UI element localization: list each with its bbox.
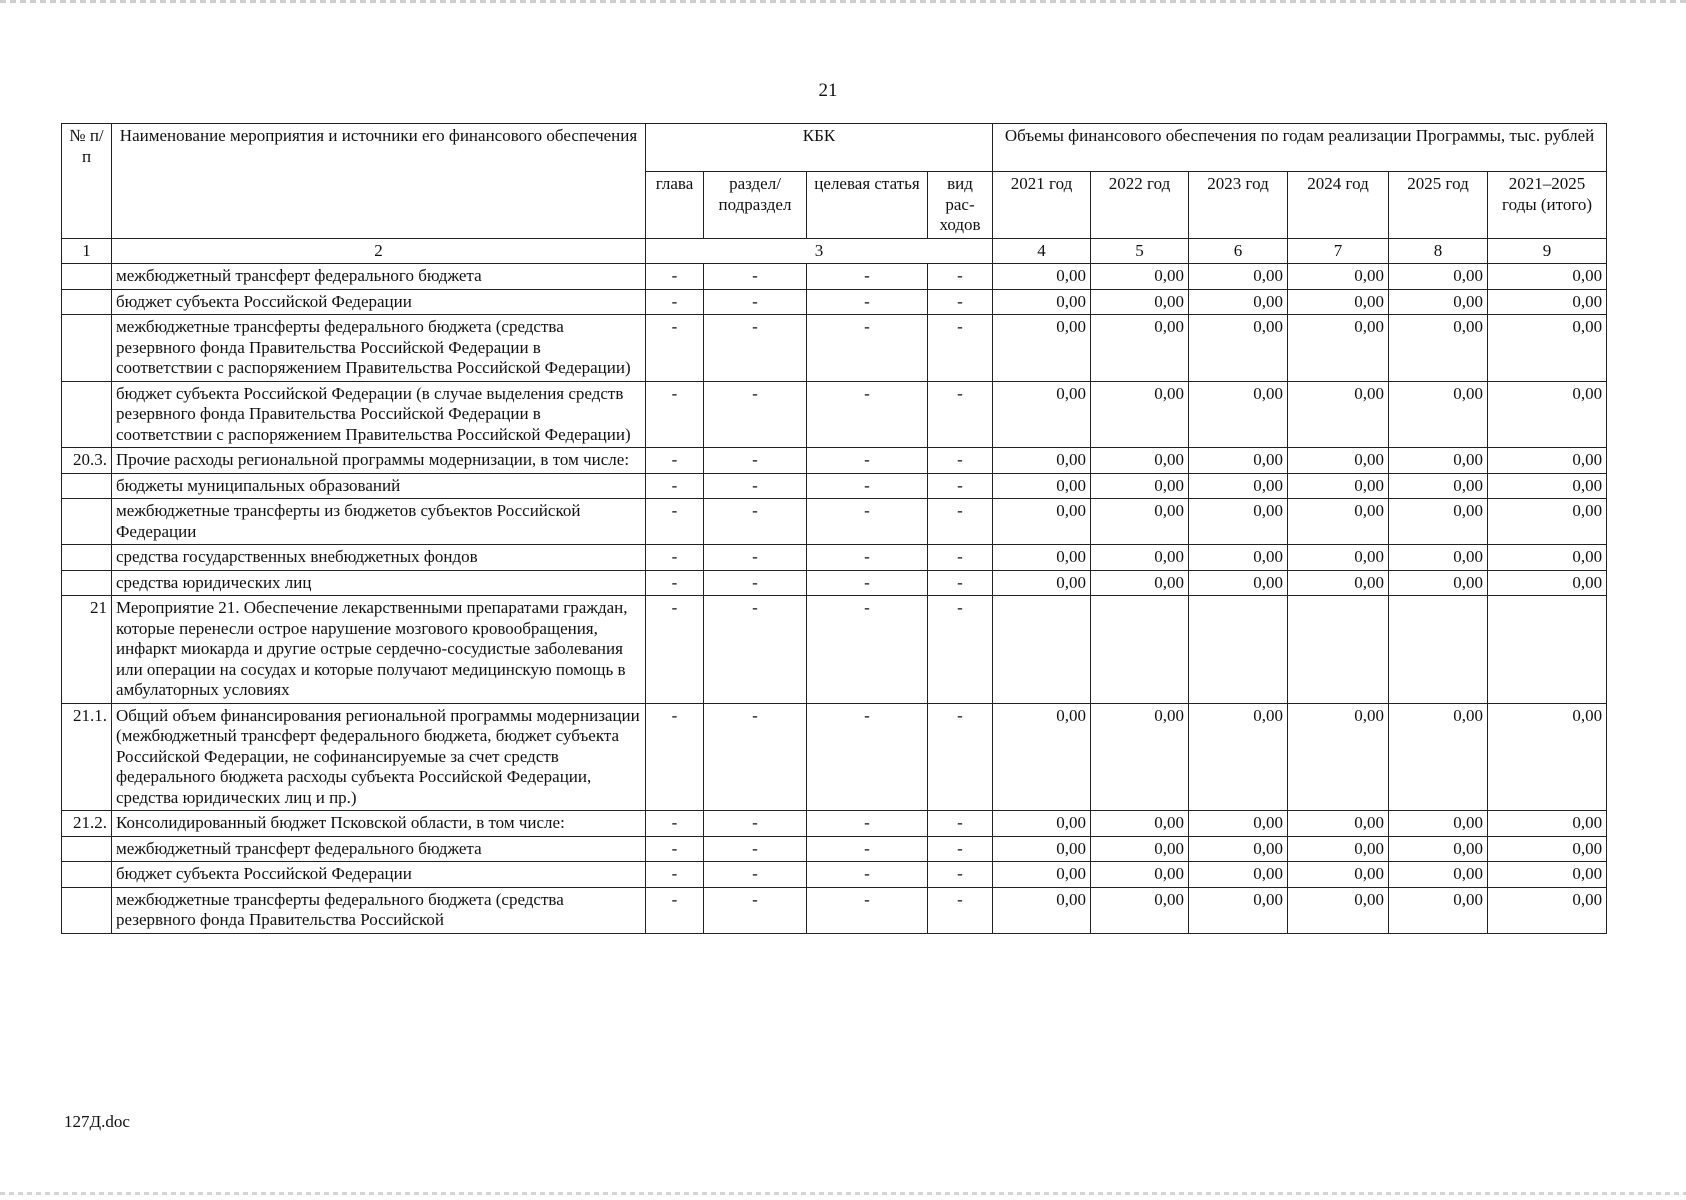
row-number: [62, 315, 112, 382]
row-value-total: 0,00: [1488, 381, 1607, 448]
row-value-2024: 0,00: [1288, 887, 1389, 933]
row-value-2021: 0,00: [993, 887, 1091, 933]
row-kbk-expense-type: -: [928, 811, 993, 837]
row-value-2025: 0,00: [1389, 887, 1488, 933]
table-row: [62, 545, 1607, 571]
row-value-2025: 0,00: [1389, 703, 1488, 811]
row-name: средства юридических лиц: [112, 570, 646, 596]
row-kbk-target: -: [807, 887, 928, 933]
row-value-2021: 0,00: [993, 264, 1091, 290]
table-row: [62, 315, 1607, 382]
row-kbk-chapter: -: [646, 862, 704, 888]
row-value-2025: [1389, 596, 1488, 704]
row-value-2023: 0,00: [1189, 811, 1288, 837]
header-year-2022: 2022 год: [1091, 172, 1189, 239]
row-value-2024: 0,00: [1288, 836, 1389, 862]
row-value-2023: 0,00: [1189, 264, 1288, 290]
row-value-total: 0,00: [1488, 315, 1607, 382]
row-value-2024: 0,00: [1288, 811, 1389, 837]
row-kbk-expense-type: -: [928, 289, 993, 315]
row-value-total: 0,00: [1488, 811, 1607, 837]
row-number: [62, 836, 112, 862]
row-name: Мероприятие 21. Обеспечение лекарственными препаратами граждан, которые перенесли острое нарушение мозгового кровообращения, инфаркт миокарда и другие острые сердечно-сосудистые заболевания или операции на сосудах и которые получают медицинскую помощь в амбулаторных условиях: [112, 596, 646, 704]
row-kbk-expense-type: -: [928, 499, 993, 545]
scan-edge-bottom: [0, 1192, 1686, 1195]
row-value-2022: 0,00: [1091, 836, 1189, 862]
table-row: [62, 381, 1607, 448]
row-kbk-expense-type: -: [928, 887, 993, 933]
row-value-2022: 0,00: [1091, 703, 1189, 811]
row-kbk-expense-type: -: [928, 264, 993, 290]
row-kbk-target: -: [807, 836, 928, 862]
header-row-1: [62, 124, 1607, 172]
row-value-2023: [1189, 596, 1288, 704]
row-number: 21: [62, 596, 112, 704]
row-value-2022: 0,00: [1091, 862, 1189, 888]
row-number: 21.1.: [62, 703, 112, 811]
row-value-total: 0,00: [1488, 264, 1607, 290]
table-row: [62, 499, 1607, 545]
row-kbk-section: -: [704, 289, 807, 315]
row-value-2022: 0,00: [1091, 289, 1189, 315]
row-name: межбюджетные трансферты из бюджетов субъектов Российской Федерации: [112, 499, 646, 545]
row-value-2021: 0,00: [993, 448, 1091, 474]
row-kbk-chapter: -: [646, 289, 704, 315]
table-row: [62, 836, 1607, 862]
row-kbk-target: -: [807, 473, 928, 499]
row-value-2024: 0,00: [1288, 499, 1389, 545]
row-kbk-target: -: [807, 448, 928, 474]
row-kbk-section: -: [704, 264, 807, 290]
row-kbk-target: -: [807, 703, 928, 811]
row-value-total: 0,00: [1488, 836, 1607, 862]
row-value-2023: 0,00: [1189, 473, 1288, 499]
row-value-2023: 0,00: [1189, 703, 1288, 811]
row-value-2024: 0,00: [1288, 570, 1389, 596]
row-kbk-section: -: [704, 315, 807, 382]
row-value-2025: 0,00: [1389, 289, 1488, 315]
row-number: [62, 862, 112, 888]
row-kbk-expense-type: -: [928, 836, 993, 862]
row-value-2023: 0,00: [1189, 499, 1288, 545]
row-value-2023: 0,00: [1189, 289, 1288, 315]
header-year-2024: 2024 год: [1288, 172, 1389, 239]
row-number: [62, 381, 112, 448]
row-value-2023: 0,00: [1189, 836, 1288, 862]
table-row: [62, 887, 1607, 933]
row-kbk-chapter: -: [646, 473, 704, 499]
row-value-2024: 0,00: [1288, 473, 1389, 499]
header-kbk-section: раздел/ подраздел: [704, 172, 807, 239]
table-row: [62, 596, 1607, 704]
row-value-total: 0,00: [1488, 545, 1607, 571]
row-value-2024: 0,00: [1288, 289, 1389, 315]
row-kbk-section: -: [704, 596, 807, 704]
row-value-2025: 0,00: [1389, 570, 1488, 596]
row-value-2024: [1288, 596, 1389, 704]
row-kbk-target: -: [807, 862, 928, 888]
row-name: бюджет субъекта Российской Федерации (в случае выделения средств резервного фонда Правительства Российской Федерации в соответствии с распоряжением Правительства Российской Федерации): [112, 381, 646, 448]
row-kbk-target: -: [807, 499, 928, 545]
header-year-2025: 2025 год: [1389, 172, 1488, 239]
row-number: [62, 264, 112, 290]
row-value-2025: 0,00: [1389, 811, 1488, 837]
header-num: № п/п: [62, 124, 112, 239]
row-name: средства государственных внебюджетных фондов: [112, 545, 646, 571]
row-kbk-chapter: -: [646, 545, 704, 571]
header-kbk-chapter: глава: [646, 172, 704, 239]
row-value-2023: 0,00: [1189, 315, 1288, 382]
row-value-total: 0,00: [1488, 473, 1607, 499]
row-value-total: 0,00: [1488, 862, 1607, 888]
row-value-total: 0,00: [1488, 887, 1607, 933]
table-row: [62, 570, 1607, 596]
row-kbk-chapter: -: [646, 703, 704, 811]
header-kbk: КБК: [646, 124, 993, 172]
row-value-2025: 0,00: [1389, 448, 1488, 474]
col-number-1: 1: [62, 238, 112, 264]
page-number: 21: [818, 80, 838, 101]
row-kbk-expense-type: -: [928, 315, 993, 382]
row-value-2021: 0,00: [993, 381, 1091, 448]
col-number-6: 6: [1189, 238, 1288, 264]
table-row: [62, 703, 1607, 811]
row-name: бюджет субъекта Российской Федерации: [112, 862, 646, 888]
row-value-2024: 0,00: [1288, 315, 1389, 382]
row-kbk-chapter: -: [646, 381, 704, 448]
row-value-2022: 0,00: [1091, 473, 1189, 499]
row-value-2022: 0,00: [1091, 499, 1189, 545]
row-kbk-chapter: -: [646, 836, 704, 862]
col-number-3: 3: [646, 238, 993, 264]
row-value-2022: 0,00: [1091, 264, 1189, 290]
row-kbk-section: -: [704, 545, 807, 571]
row-value-2023: 0,00: [1189, 381, 1288, 448]
row-kbk-section: -: [704, 836, 807, 862]
row-value-2021: 0,00: [993, 570, 1091, 596]
col-number-2: 2: [112, 238, 646, 264]
row-kbk-target: -: [807, 381, 928, 448]
row-value-2025: 0,00: [1389, 264, 1488, 290]
row-kbk-section: -: [704, 887, 807, 933]
row-value-2023: 0,00: [1189, 887, 1288, 933]
row-value-2025: 0,00: [1389, 315, 1488, 382]
row-kbk-section: -: [704, 703, 807, 811]
row-kbk-chapter: -: [646, 596, 704, 704]
footer-filename: 127Д.doc: [64, 1112, 130, 1131]
row-kbk-chapter: -: [646, 570, 704, 596]
row-value-2022: 0,00: [1091, 545, 1189, 571]
row-kbk-section: -: [704, 570, 807, 596]
row-name: бюджеты муниципальных образований: [112, 473, 646, 499]
row-kbk-expense-type: -: [928, 862, 993, 888]
row-value-2021: 0,00: [993, 289, 1091, 315]
row-kbk-expense-type: -: [928, 703, 993, 811]
row-value-2021: 0,00: [993, 862, 1091, 888]
col-number-5: 5: [1091, 238, 1189, 264]
row-value-2021: 0,00: [993, 811, 1091, 837]
row-name: Общий объем финансирования региональной программы модернизации (межбюджетный трансферт федерального бюджета, бюджет субъекта Российской Федерации, не софинансируемые за счет средств федерального бюджета расходы субъекта Российской Федерации, средства юридических лиц и пр.): [112, 703, 646, 811]
row-value-total: 0,00: [1488, 499, 1607, 545]
row-kbk-chapter: -: [646, 811, 704, 837]
header-year-2023: 2023 год: [1189, 172, 1288, 239]
row-number: [62, 473, 112, 499]
row-value-2025: 0,00: [1389, 473, 1488, 499]
table-row: [62, 264, 1607, 290]
row-name: межбюджетный трансферт федерального бюджета: [112, 836, 646, 862]
column-number-row: [62, 238, 1607, 264]
row-value-2022: 0,00: [1091, 315, 1189, 382]
row-value-2022: 0,00: [1091, 887, 1189, 933]
row-value-2025: 0,00: [1389, 499, 1488, 545]
table-row: [62, 811, 1607, 837]
row-number: 21.2.: [62, 811, 112, 837]
row-value-2023: 0,00: [1189, 862, 1288, 888]
row-value-total: 0,00: [1488, 703, 1607, 811]
row-value-2025: 0,00: [1389, 545, 1488, 571]
table-row: [62, 448, 1607, 474]
row-kbk-target: -: [807, 315, 928, 382]
row-value-total: [1488, 596, 1607, 704]
row-value-2023: 0,00: [1189, 570, 1288, 596]
row-kbk-target: -: [807, 264, 928, 290]
row-value-total: 0,00: [1488, 448, 1607, 474]
row-number: 20.3.: [62, 448, 112, 474]
row-kbk-chapter: -: [646, 887, 704, 933]
row-number: [62, 289, 112, 315]
row-kbk-chapter: -: [646, 315, 704, 382]
row-number: [62, 887, 112, 933]
row-name: Консолидированный бюджет Псковской области, в том числе:: [112, 811, 646, 837]
table-row: [62, 289, 1607, 315]
row-value-2024: 0,00: [1288, 264, 1389, 290]
row-value-2022: 0,00: [1091, 448, 1189, 474]
scan-edge-top: [0, 0, 1686, 3]
row-value-2021: 0,00: [993, 499, 1091, 545]
row-name: бюджет субъекта Российской Федерации: [112, 289, 646, 315]
row-kbk-expense-type: -: [928, 545, 993, 571]
table-body: [62, 264, 1607, 934]
row-name: Прочие расходы региональной программы модернизации, в том числе:: [112, 448, 646, 474]
header-kbk-target: целевая статья: [807, 172, 928, 239]
row-value-2025: 0,00: [1389, 381, 1488, 448]
table-header: [62, 124, 1607, 264]
row-value-2021: 0,00: [993, 836, 1091, 862]
row-value-total: 0,00: [1488, 570, 1607, 596]
header-volumes: Объемы финансового обеспечения по годам реализации Программы, тыс. рублей: [993, 124, 1607, 172]
row-value-2021: 0,00: [993, 473, 1091, 499]
row-value-2025: 0,00: [1389, 836, 1488, 862]
row-value-2021: 0,00: [993, 315, 1091, 382]
row-kbk-chapter: -: [646, 448, 704, 474]
row-number: [62, 499, 112, 545]
row-kbk-section: -: [704, 811, 807, 837]
row-kbk-chapter: -: [646, 264, 704, 290]
row-value-2024: 0,00: [1288, 381, 1389, 448]
row-kbk-section: -: [704, 448, 807, 474]
row-value-2025: 0,00: [1389, 862, 1488, 888]
row-value-2022: [1091, 596, 1189, 704]
row-kbk-target: -: [807, 811, 928, 837]
row-value-2024: 0,00: [1288, 703, 1389, 811]
row-value-2021: [993, 596, 1091, 704]
row-number: [62, 570, 112, 596]
row-name: межбюджетные трансферты федерального бюджета (средства резервного фонда Правительства Российской: [112, 887, 646, 933]
row-name: межбюджетные трансферты федерального бюджета (средства резервного фонда Правительства Российской Федерации в соответствии с распоряжением Правительства Российской Федерации): [112, 315, 646, 382]
row-value-2024: 0,00: [1288, 862, 1389, 888]
budget-table: [61, 123, 1607, 934]
row-kbk-section: -: [704, 381, 807, 448]
header-year-2021: 2021 год: [993, 172, 1091, 239]
row-kbk-expense-type: -: [928, 570, 993, 596]
header-total: 2021–2025 годы (итого): [1488, 172, 1607, 239]
row-kbk-expense-type: -: [928, 381, 993, 448]
row-value-2021: 0,00: [993, 545, 1091, 571]
row-kbk-expense-type: -: [928, 448, 993, 474]
row-value-2024: 0,00: [1288, 448, 1389, 474]
header-kbk-expense-type: вид рас-ходов: [928, 172, 993, 239]
row-name: межбюджетный трансферт федерального бюджета: [112, 264, 646, 290]
row-value-2023: 0,00: [1189, 545, 1288, 571]
col-number-7: 7: [1288, 238, 1389, 264]
row-kbk-target: -: [807, 289, 928, 315]
row-kbk-target: -: [807, 596, 928, 704]
row-value-2021: 0,00: [993, 703, 1091, 811]
table-row: [62, 862, 1607, 888]
row-kbk-section: -: [704, 473, 807, 499]
row-kbk-target: -: [807, 545, 928, 571]
row-kbk-section: -: [704, 862, 807, 888]
col-number-8: 8: [1389, 238, 1488, 264]
row-value-2022: 0,00: [1091, 381, 1189, 448]
row-value-2022: 0,00: [1091, 570, 1189, 596]
row-number: [62, 545, 112, 571]
col-number-9: 9: [1488, 238, 1607, 264]
row-kbk-expense-type: -: [928, 596, 993, 704]
row-value-2023: 0,00: [1189, 448, 1288, 474]
row-value-2024: 0,00: [1288, 545, 1389, 571]
row-value-2022: 0,00: [1091, 811, 1189, 837]
row-kbk-chapter: -: [646, 499, 704, 545]
row-kbk-target: -: [807, 570, 928, 596]
table-row: [62, 473, 1607, 499]
row-value-total: 0,00: [1488, 289, 1607, 315]
row-kbk-expense-type: -: [928, 473, 993, 499]
header-name: Наименование мероприятия и источники его финансового обеспечения: [112, 124, 646, 239]
col-number-4: 4: [993, 238, 1091, 264]
row-kbk-section: -: [704, 499, 807, 545]
